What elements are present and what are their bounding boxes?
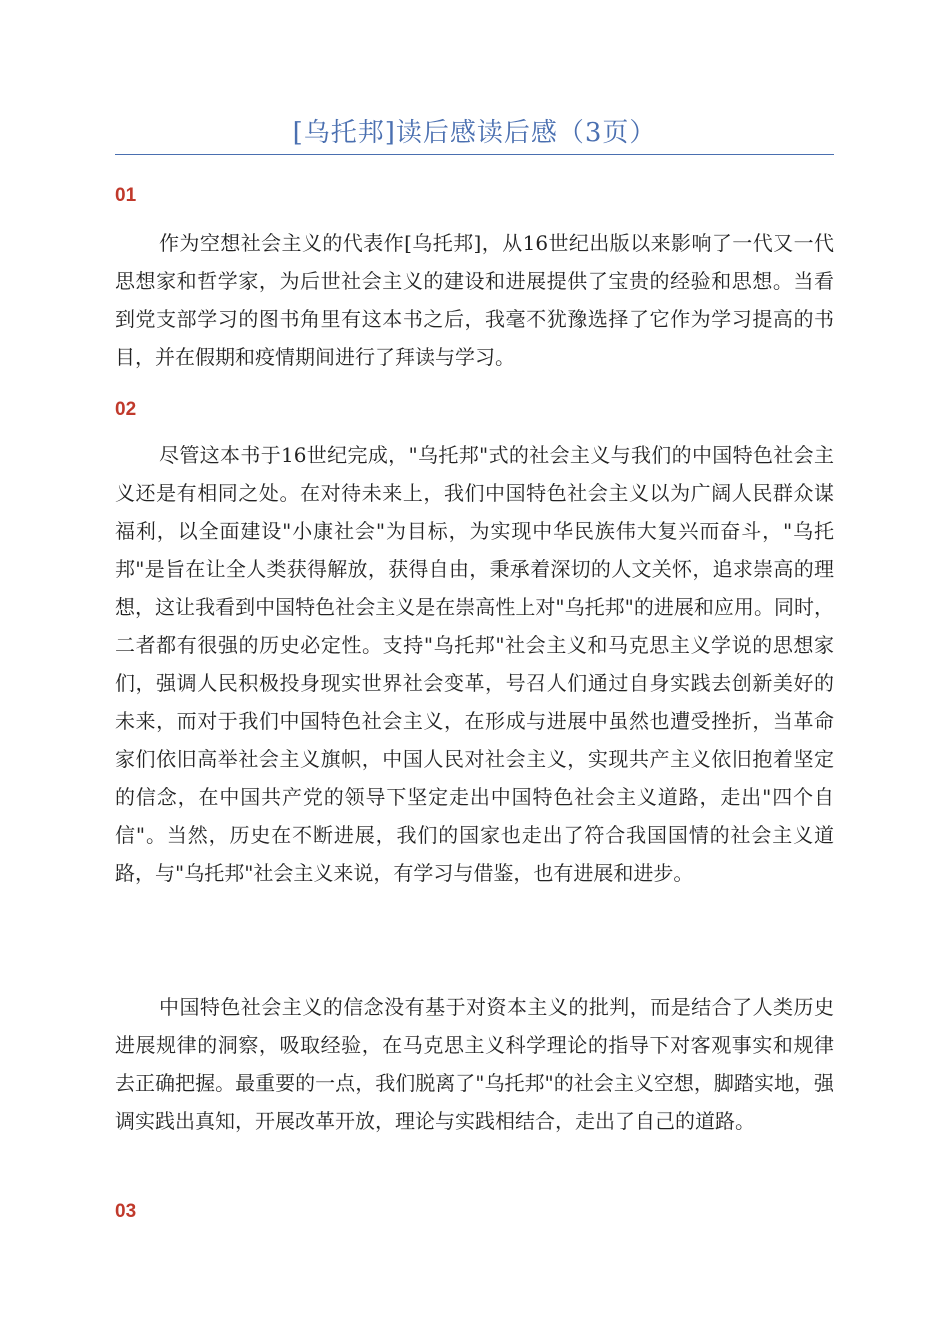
section-number-02: 02 <box>115 399 137 420</box>
section-number-01: 01 <box>115 185 137 206</box>
section-01-paragraph-1: 作为空想社会主义的代表作[乌托邦]，从16世纪出版以来影响了一代又一代思想家和哲学家，为后世社会主义的建设和进展提供了宝贵的经验和思想。当看到党支部学习的图书角里有这本书之后，我毫不犹豫选择了它作为学习提高的书目，并在假期和疫情期间进行了拜读与学习。 <box>115 231 834 369</box>
title-underline <box>115 154 834 155</box>
section-number-03: 03 <box>115 1201 137 1222</box>
section-02-paragraph-1: 尽管这本书于16世纪完成，"乌托邦"式的社会主义与我们的中国特色社会主义还是有相同之处。在对待未来上，我们中国特色社会主义以为广阔人民群众谋福利，以全面建设"小康社会"为目标，为实现中华民族伟大复兴而奋斗，"乌托邦"是旨在让全人类获得解放，获得自由，秉承着深切的人文关怀，追求崇高的理想，这让我看到中国特色社会主义是在崇高性上对"乌托邦"的进展和应用。同时，二者都有很强的历史必定性。支持"乌托邦"社会主义和马克思主义学说的思想家们，强调人民积极投身现实世界社会变革，号召人们通过自身实践去创新美好的未来，而对于我们中国特色社会主义，在形成与进展中虽然也遭受挫折，当革命家们依旧高举社会主义旗帜，中国人民对社会主义，实现共产主义依旧抱着坚定的信念，在中国共产党的领导下坚定走出中国特色社会主义道路，走出"四个自信"。当然，历史在不断进展，我们的国家也走出了符合我国国情的社会主义道路，与"乌托邦"社会主义来说，有学习与借鉴，也有进展和进步。 <box>115 443 834 885</box>
section-02-paragraph-2: 中国特色社会主义的信念没有基于对资本主义的批判，而是结合了人类历史进展规律的洞察，吸取经验，在马克思主义科学理论的指导下对客观事实和规律去正确把握。最重要的一点，我们脱离了"乌托邦"的社会主义空想，脚踏实地，强调实践出真知，开展改革开放，理论与实践相结合，走出了自己的道路。 <box>115 995 834 1133</box>
document-title: [乌托邦]读后感读后感（3页） <box>292 118 657 148</box>
